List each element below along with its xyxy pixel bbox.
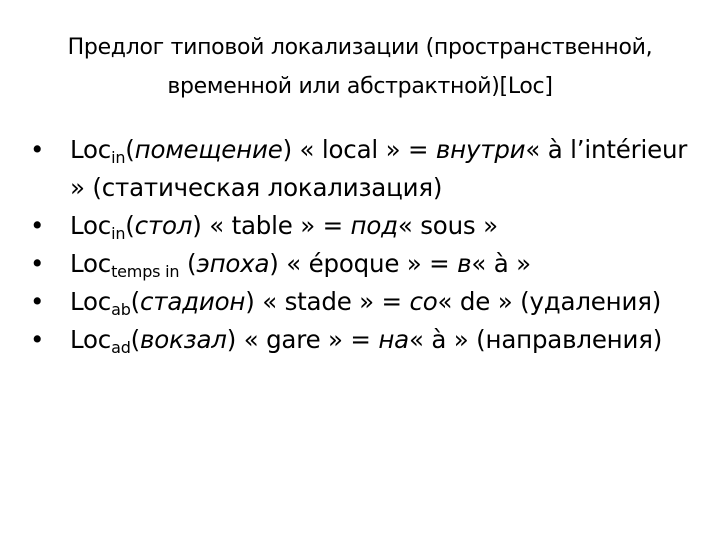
russian-noun: стол [134, 211, 193, 240]
loc-subscript: in [111, 224, 126, 243]
french-noun: « époque » = [286, 249, 458, 278]
paren-open: ( [125, 135, 135, 164]
russian-preposition: под [350, 211, 398, 240]
loc-subscript: temps in [111, 262, 180, 281]
loc-label: Loc [70, 211, 112, 240]
bullet-dot: • [30, 211, 45, 240]
french-noun: « stade » = [262, 287, 410, 316]
loc-label: Loc [70, 249, 112, 278]
loc-subscript: ab [111, 300, 131, 319]
paren-close: ) [269, 249, 287, 278]
paren-close: ) [226, 325, 244, 354]
bullet-item-epoque [30, 245, 690, 283]
french-preposition: « à » (направления) [408, 325, 663, 354]
russian-noun: вокзал [140, 325, 227, 354]
loc-label: Loc [70, 325, 112, 354]
bullet-list [30, 131, 690, 359]
loc-label: Loc [70, 135, 112, 164]
title-line-2: временной или абстрактной)[Loc] [167, 74, 553, 99]
paren-open: ( [179, 249, 197, 278]
slide-title [20, 28, 700, 106]
french-noun: « gare » = [243, 325, 379, 354]
bullet-item-table [30, 207, 690, 245]
french-preposition: « à l’intérieur » (статическая локализация) [70, 135, 688, 202]
bullet-item-local [30, 131, 690, 207]
bullet-dot: • [30, 135, 45, 164]
russian-noun: помещение [134, 135, 283, 164]
paren-open: ( [125, 211, 135, 240]
french-noun: « local » = [299, 135, 436, 164]
loc-subscript: in [111, 148, 126, 167]
bullet-dot: • [30, 287, 45, 316]
russian-preposition: внутри [435, 135, 526, 164]
french-preposition: « sous » [397, 211, 498, 240]
french-noun: « table » = [209, 211, 351, 240]
bullet-item-stade [30, 283, 690, 321]
french-preposition: « de » (удаления) [437, 287, 662, 316]
russian-noun: эпоха [196, 249, 270, 278]
loc-subscript: ad [111, 338, 131, 357]
paren-close: ) [245, 287, 263, 316]
bullet-dot: • [30, 249, 45, 278]
french-preposition: « à » [471, 249, 531, 278]
paren-open: ( [130, 325, 141, 354]
russian-preposition: на [378, 325, 409, 354]
bullet-item-gare [30, 321, 690, 359]
title-line-1: Предлог типовой локализации (пространственной, [67, 35, 653, 60]
russian-preposition: в [457, 249, 472, 278]
russian-noun: стадион [140, 287, 246, 316]
loc-label: Loc [70, 287, 112, 316]
russian-preposition: со [409, 287, 438, 316]
paren-close: ) [282, 135, 300, 164]
paren-close: ) [192, 211, 210, 240]
bullet-dot: • [30, 325, 45, 354]
paren-open: ( [130, 287, 141, 316]
